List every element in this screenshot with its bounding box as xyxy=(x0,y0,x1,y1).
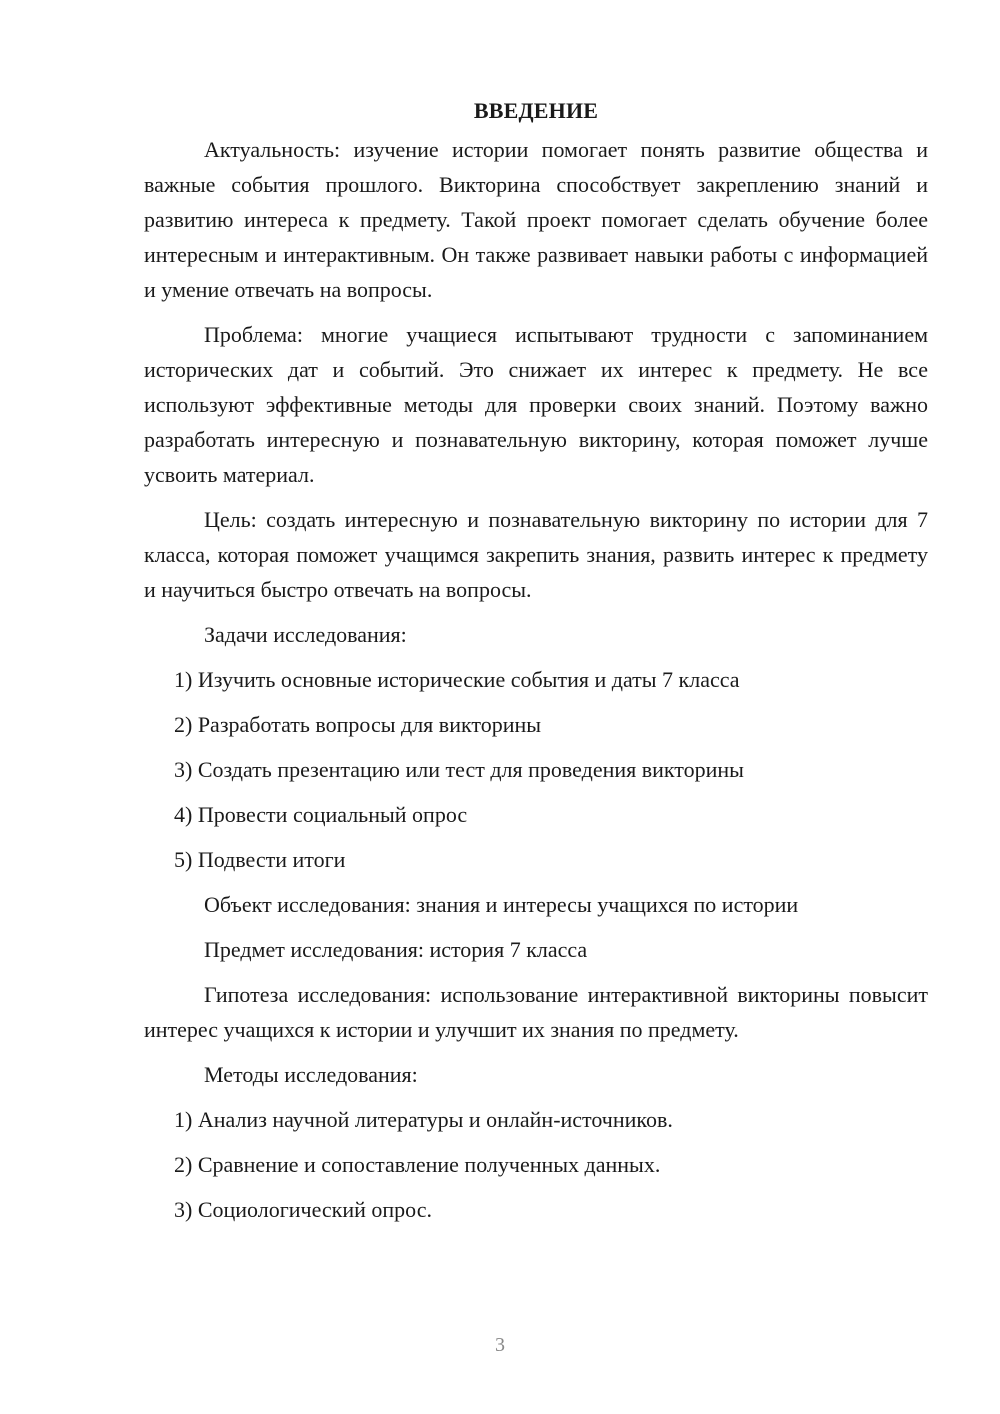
problem-paragraph: Проблема: многие учащиеся испытывают трудности с запоминанием исторических дат и событий. Это снижает их интерес к предмету. Не все используют эффективные методы для проверки своих знаний. Поэтому важно разработать интересную и познавательную викторину, которая поможет лучше усвоить материал. xyxy=(144,322,928,487)
task-item: 1) Изучить основные исторические события и даты 7 класса xyxy=(174,667,740,692)
task-item: 2) Разработать вопросы для викторины xyxy=(174,712,542,737)
methods-list xyxy=(144,1102,928,1227)
tasks-list xyxy=(144,662,928,877)
page-number: 3 xyxy=(495,1334,505,1356)
relevance-paragraph: Актуальность: изучение истории помогает понять развитие общества и важные события прошлого. Викторина способствует закреплению знаний и развитию интереса к предмету. Такой проект помогает сделать обучение более интересным и интерактивным. Он также развивает навыки работы с информацией и умение отвечать на вопросы. xyxy=(144,137,928,302)
research-subject: Предмет исследования: история 7 класса xyxy=(204,937,588,962)
task-item: 4) Провести социальный опрос xyxy=(174,802,468,827)
task-item: 5) Подвести итоги xyxy=(174,847,346,872)
section-title: ВВЕДЕНИЕ xyxy=(473,98,599,123)
task-item: 3) Создать презентацию или тест для проведения викторины xyxy=(174,757,744,782)
research-object: Объект исследования: знания и интересы учащихся по истории xyxy=(204,892,799,917)
hypothesis-paragraph: Гипотеза исследования: использование интерактивной викторины повысит интерес учащихся к истории и улучшит их знания по предмету. xyxy=(144,982,928,1042)
page-content xyxy=(144,96,928,1237)
method-item: 2) Сравнение и сопоставление полученных данных. xyxy=(174,1152,661,1177)
methods-label: Методы исследования: xyxy=(204,1062,418,1087)
method-item: 3) Социологический опрос. xyxy=(174,1197,432,1222)
goal-paragraph: Цель: создать интересную и познавательную викторину по истории для 7 класса, которая поможет учащимся закрепить знания, развить интерес к предмету и научиться быстро отвечать на вопросы. xyxy=(144,507,928,602)
method-item: 1) Анализ научной литературы и онлайн-источников. xyxy=(174,1107,673,1132)
tasks-label: Задачи исследования: xyxy=(204,622,407,647)
